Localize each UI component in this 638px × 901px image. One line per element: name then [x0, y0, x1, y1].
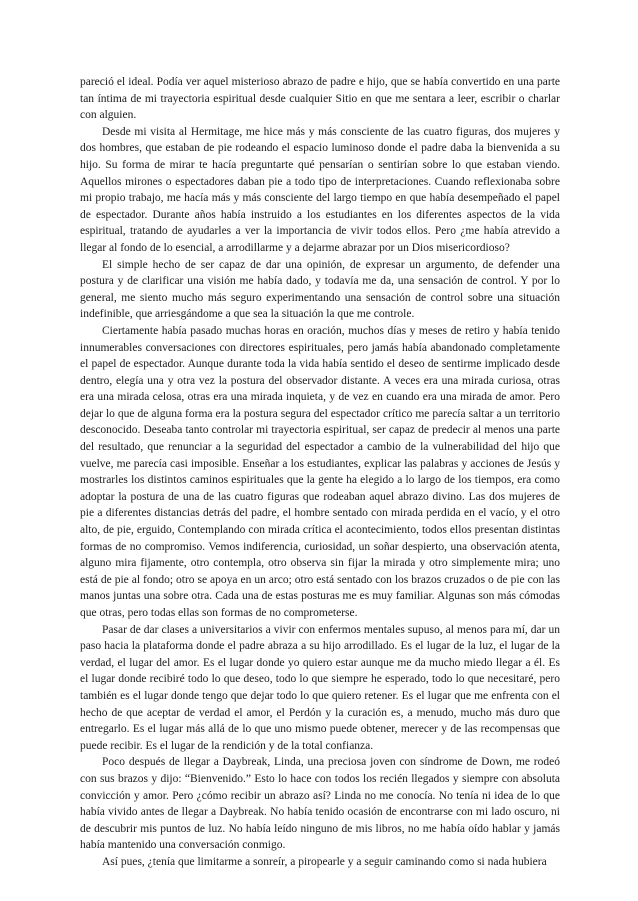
- document-page: [80, 74, 560, 871]
- paragraph-daybreak: Poco después de llegar a Daybreak, Linda, una preciosa joven con síndrome de Down, me rodeó con sus brazos y dijo: “Bienvenido.” Esto lo hace con todos los recién llegados y siempre con absoluta convicción y amor. Pero ¿cómo recibir un abrazo así? Linda no me conocía. No tenía ni idea de lo que había vivido antes de llegar a Daybreak. No había tenido ocasión de encontrarse con mi lado oscuro, ni de descubrir mis puntos de luz. No había leído ninguno de mis libros, no me había oído hablar y jamás había mantenido una conversación conmigo.: [80, 756, 560, 852]
- paragraph-continuation: pareció el ideal. Podía ver aquel misterioso abrazo de padre e hijo, que se había convertido en una parte tan íntima de mi trayectoria espiritual desde cualquier Sitio en que me sentara a leer, escribir o charlar con alguien.: [80, 76, 560, 122]
- paragraph-spectator: Ciertamente había pasado muchas horas en oración, muchos días y meses de retiro y había tenido innumerables conversaciones con directores espirituales, pero jamás había abandonado completamente el papel de espectador. Aunque durante toda la vida había sentido el deseo de sentirme implicado desde dentro, elegía una y otra vez la postura del observador distante. A veces era una mirada curiosa, otras era una mirada celosa, otras era una mirada inquieta, y de vez en cuando era una mirada de amor. Pero dejar lo que de alguna forma era la postura segura del espectador crítico me parecía saltar a un territorio desconocido. Deseaba tanto controlar mi trayectoria espiritual, ser capaz de predecir al menos una parte del resultado, que renunciar a la seguridad del espectador a cambio de la vulnerabilidad del hijo que vuelve, me parecía casi imposible. Enseñar a los estudiantes, explicar las palabras y acciones de Jesús y mostrarles los distintos caminos espirituales que la gente ha elegido a lo largo de los tiempos, era como adoptar la postura de una de las cuatro figuras que rodeaban aquel abrazo divino. Las dos mujeres de pie a diferentes distancias detrás del padre, el hombre sentado con mirada perdida en el vacío, y el otro alto, de pie, erguido, Contemplando con mirada crítica el acontecimiento, todos ellos presentan distintas formas de no compromiso. Vemos indiferencia, curiosidad, un soñar despierto, una observación atenta, alguno mira fijamente, otro contempla, otro observa sin fijar la mirada y otro simplemente mira; uno está de pie al fondo; otro se apoya en un arco; otro está sentado con los brazos cruzados o de pie con las manos juntas una sobre otra. Cada una de estas posturas me es muy familiar. Algunas son más cómodas que otras, pero todas ellas son formas de no comprometerse.: [80, 324, 560, 619]
- paragraph-hermitage: Desde mi visita al Hermitage, me hice más y más consciente de las cuatro figuras, dos mujeres y dos hombres, que estaban de pie rodeando el espacio luminoso donde el padre daba la bienvenida a su hijo. Su forma de mirar te hacía preguntarte qué pensarían o sentirían sobre lo que estaban viendo. Aquellos mirones o espectadores daban pie a todo tipo de interpretaciones. Cuando reflexionaba sobre mi propio trabajo, me hacía más y más consciente del largo tiempo en que había desempeñado el papel de espectador. Durante años había instruido a los estudiantes en los diferentes aspectos de la vida espiritual, tratando de ayudarles a ver la importancia de vivir todos ellos. Pero ¿me había atrevido a llegar al fondo de lo esencial, a arrodillarme y a dejarme abrazar por un Dios misericordioso?: [80, 125, 560, 254]
- paragraph-control: El simple hecho de ser capaz de dar una opinión, de expresar un argumento, de defender una postura y de clarificar una visión me había dado, y todavía me da, una sensación de control. Y por lo general, me siento mucho más seguro experimentando una sensación de control sobre una situación indefinible, que arriesgándome a que sea la situación la que me controle.: [80, 258, 560, 321]
- paragraph-final: Así pues, ¿tenía que limitarme a sonreír, a piropearle y a seguir caminando como si nada hubiera: [102, 855, 547, 868]
- paragraph-platform: Pasar de dar clases a universitarios a vivir con enfermos mentales supuso, al menos para mí, dar un paso hacia la plataforma donde el padre abraza a su hijo arrodillado. Es el lugar de la luz, el lugar de la verdad, el lugar del amor. Es el lugar donde yo quiero estar aunque me da mucho miedo llegar a él. Es el lugar donde recibiré todo lo que deseo, todo lo que siempre he esperado, todo lo que necesitaré, pero también es el lugar donde tengo que dejar todo lo que quiero retener. Es el lugar que me enfrenta con el hecho de que aceptar de verdad el amor, el Perdón y la curación es, a menudo, mucho más duro que entregarlo. Es el lugar más allá de lo que uno mismo puede obtener, merecer y de las recompensas que puede recibir. Es el lugar de la rendición y de la total confianza.: [80, 623, 560, 752]
